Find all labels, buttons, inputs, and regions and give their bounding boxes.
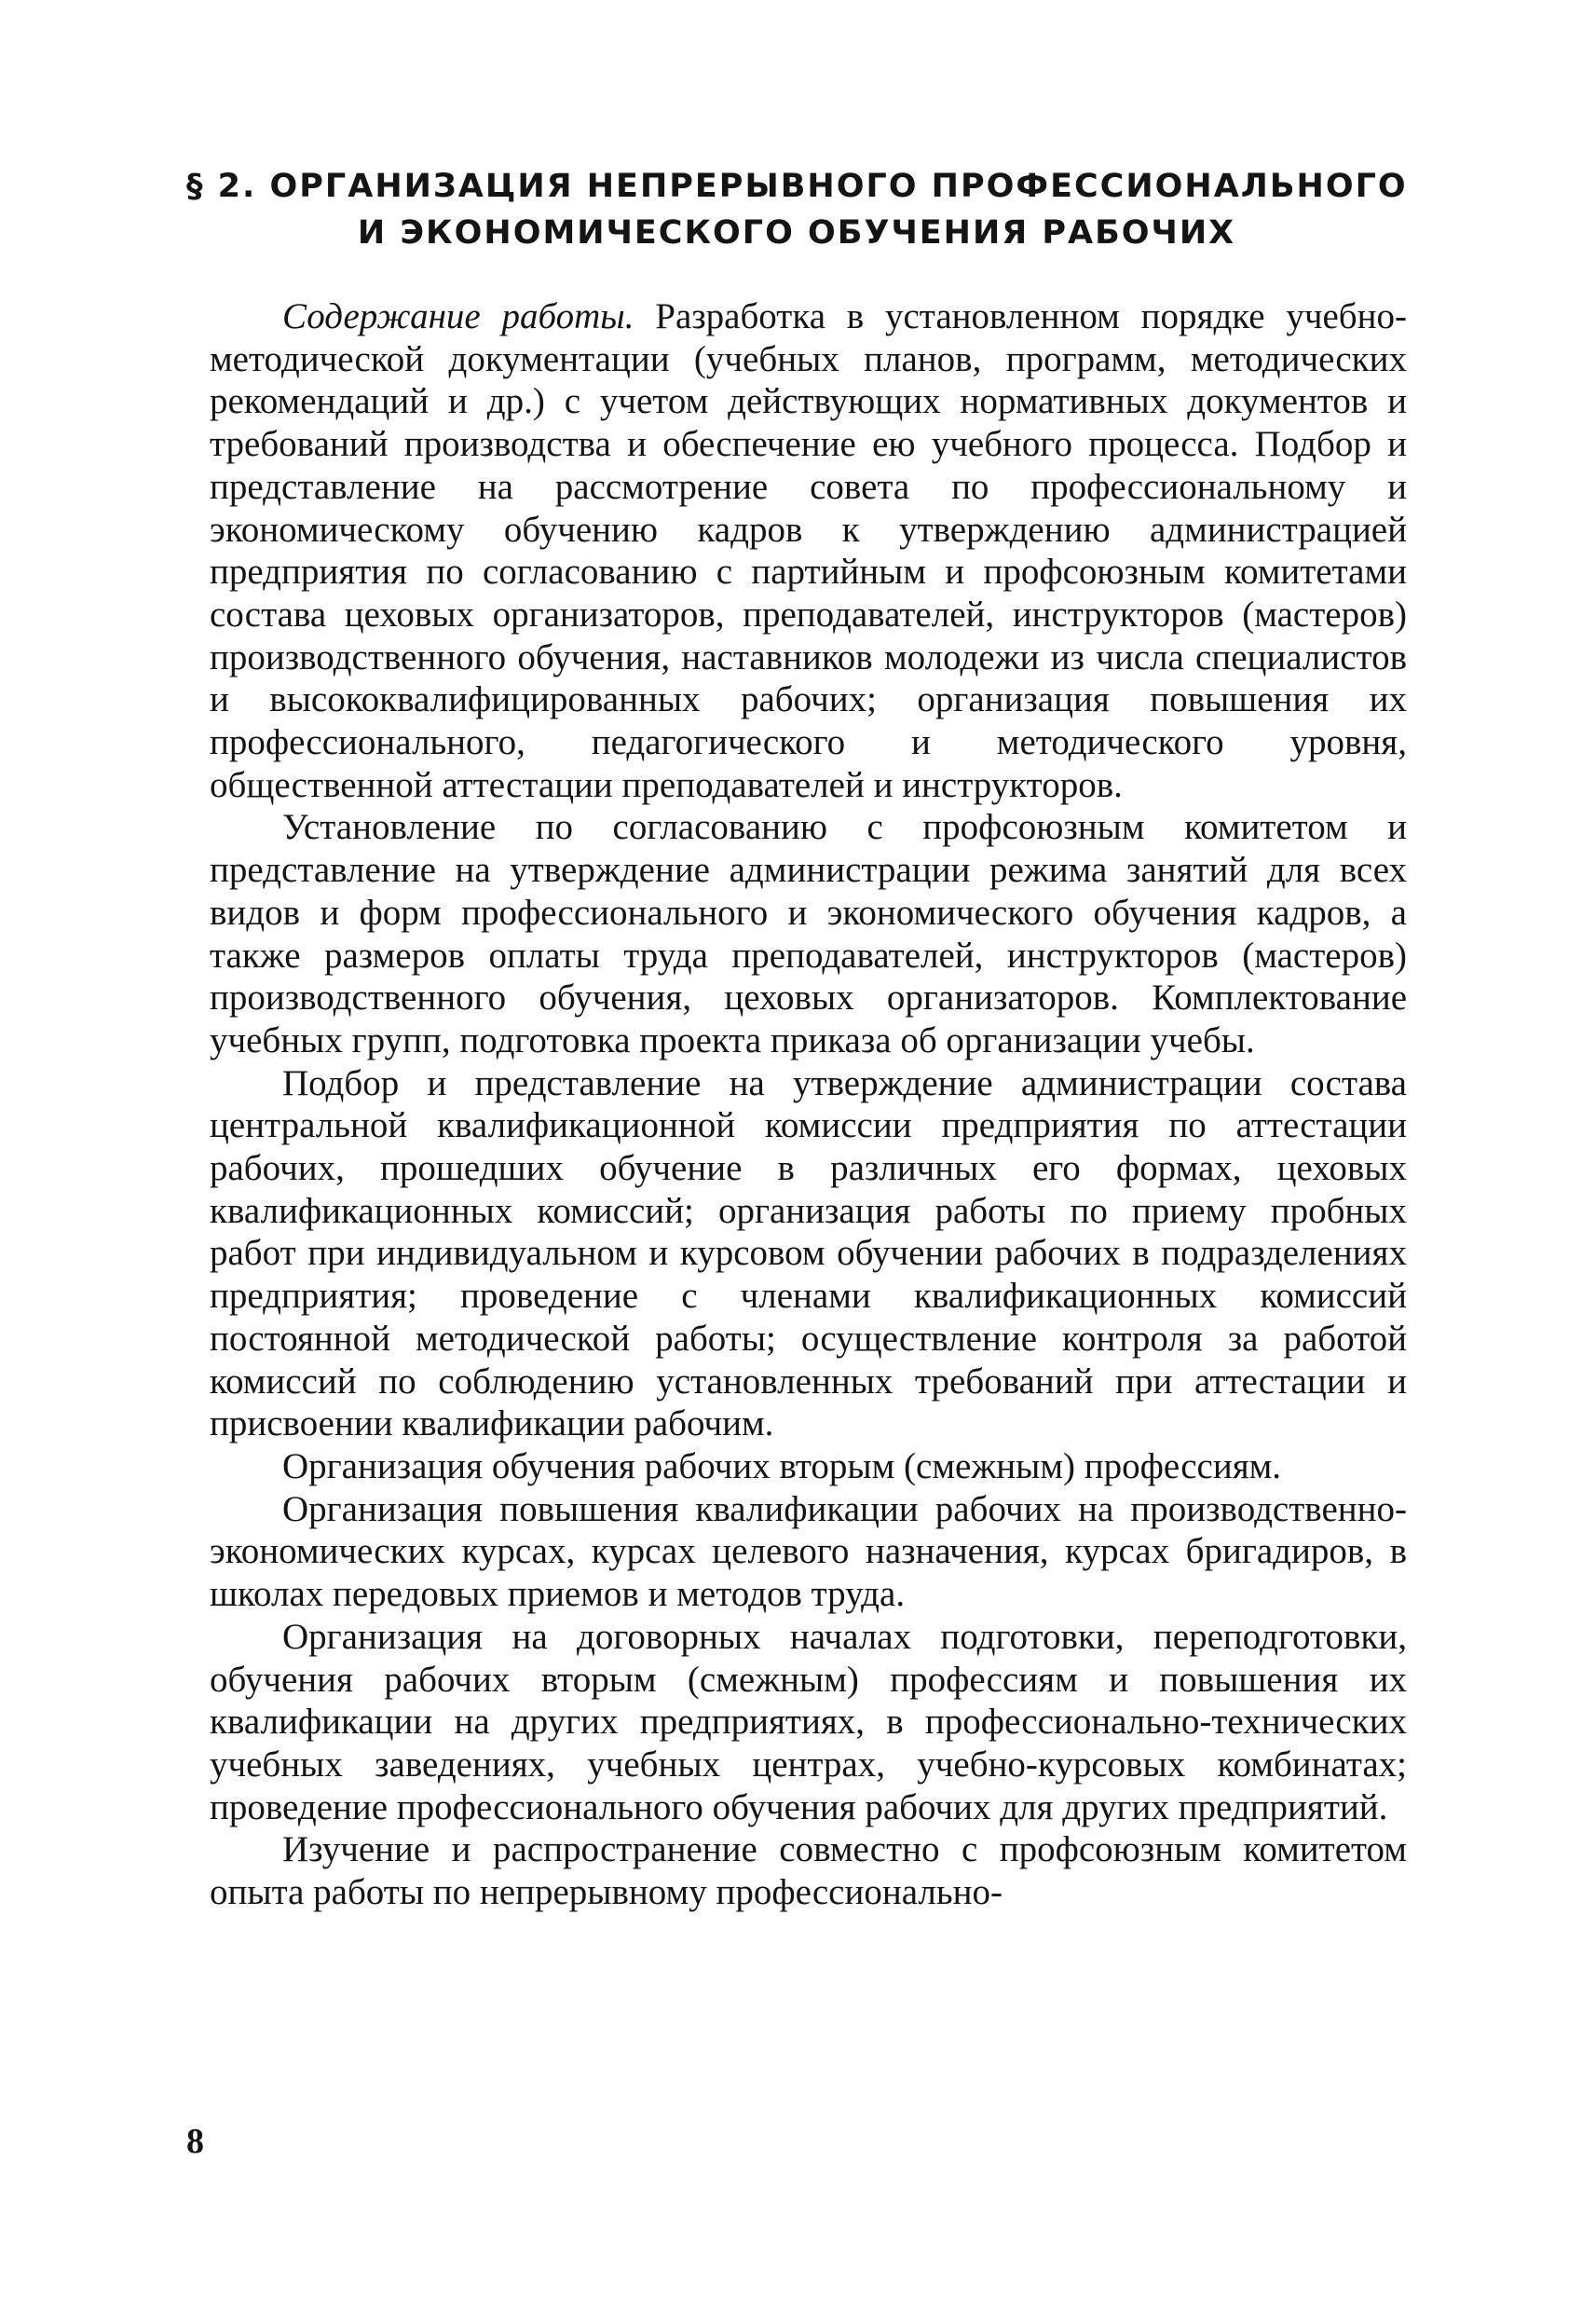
paragraph-text: Разработка в установленном порядке учебно-методической документации (учебных планов, программ, методических рекомендаций и др.) с учетом действующих нормативных документов и требований производства и обеспечение ею учебного процесса. Подбор и представление на рассмотрение совета по профессиональному и экономическому обучению кадров к утверждению администрацией предприятия по согласованию с партийным и профсоюзным комитетами состава цеховых организаторов, преподавателей, инструкторов (мастеров) производственного обучения, наставников молодежи из числа специалистов и высококвалифицированных рабочих; организация повышения их профессионального, педагогического и методического уровня, общественной аттестации преподавателей и инструкторов. — [210, 296, 1408, 805]
run-in-heading: Содержание работы. — [282, 296, 634, 336]
page-number: 8 — [186, 2122, 204, 2161]
body-text — [210, 295, 1407, 1914]
paragraph-work-content — [210, 295, 1407, 806]
paragraph-second-professions: Организация обучения рабочих вторым (смежным) профессиям. — [282, 1445, 1282, 1486]
section-heading-line-1: § 2. ОРГАНИЗАЦИЯ НЕПРЕРЫВНОГО ПРОФЕССИОНАЛЬНОГО — [186, 168, 1408, 205]
paragraph-experience-study: Изучение и распространение совместно с профсоюзным комитетом опыта работы по непрерывному профессионально- — [210, 1829, 1407, 1913]
section-heading-line-2: И ЭКОНОМИЧЕСКОГО ОБУЧЕНИЯ РАБОЧИХ — [357, 214, 1236, 252]
paragraph-contract-training: Организация на договорных началах подготовки, переподготовки, обучения рабочих вторым (смежным) профессиям и повышения их квалификации на других предприятиях, в профессионально-технических учебных заведениях, учебных центрах, учебно-курсовых комбинатах; проведение профессионального обучения рабочих для других предприятий. — [210, 1616, 1407, 1827]
section-heading — [186, 163, 1407, 256]
paragraph-qualification-commission: Подбор и представление на утверждение администрации состава центральной квалификационной комиссии предприятия по аттестации рабочих, прошедших обучение в различных его формах, цеховых квалификационных комиссий; организация работы по приему пробных работ при индивидуальном и курсовом обучении рабочих в подразделениях предприятия; проведение с членами квалификационных комиссий постоянной методической работы; осуществление контроля за работой комиссий по соблюдению установленных требований при аттестации и присвоении квалификации рабочим. — [210, 1062, 1407, 1444]
paragraph-study-schedule: Установление по согласованию с профсоюзным комитетом и представление на утверждение администрации режима занятий для всех видов и форм профессионального и экономического обучения кадров, а также размеров оплаты труда преподавателей, инструкторов (мастеров) производственного обучения, цеховых организаторов. Комплектование учебных групп, подготовка проекта приказа об организации учебы. — [210, 807, 1407, 1060]
paragraph-advanced-training: Организация повышения квалификации рабочих на производственно-экономических курсах, курсах целевого назначения, курсах бригадиров, в школах передовых приемов и методов труда. — [210, 1488, 1407, 1615]
